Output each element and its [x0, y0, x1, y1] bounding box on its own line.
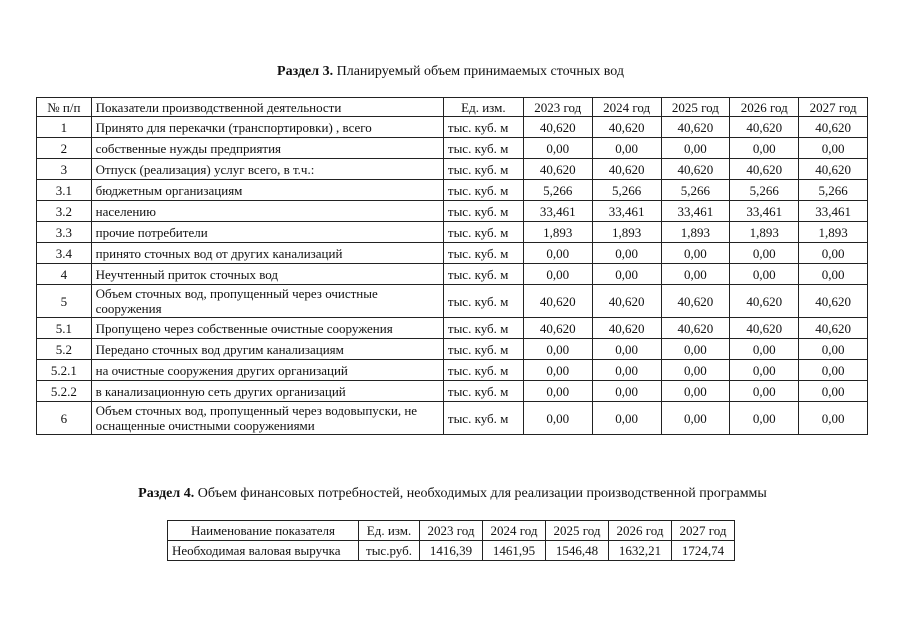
unit-cell: тыс. куб. м: [443, 264, 523, 285]
value-cell: 1,893: [661, 222, 730, 243]
value-cell: 40,620: [592, 318, 661, 339]
value-cell: 40,620: [661, 318, 730, 339]
table-row: [37, 402, 868, 435]
row-number-cell: 1: [37, 117, 92, 138]
value-cell: 0,00: [661, 243, 730, 264]
indicator-name-cell: Объем сточных вод, пропущенный через очистные сооружения: [91, 285, 443, 318]
unit-cell: тыс. куб. м: [443, 285, 523, 318]
value-cell: 40,620: [730, 159, 799, 180]
header-cell: 2025 год: [546, 521, 609, 541]
value-cell: 0,00: [592, 402, 661, 435]
unit-cell: тыс. куб. м: [443, 243, 523, 264]
value-cell: 0,00: [523, 339, 592, 360]
table-row: [37, 180, 868, 201]
row-number-cell: 3.1: [37, 180, 92, 201]
table-row: [37, 318, 868, 339]
value-cell: 0,00: [523, 138, 592, 159]
table-row: [37, 339, 868, 360]
indicator-name-cell: в канализационную сеть других организаций: [91, 381, 443, 402]
header-cell: 2024 год: [592, 98, 661, 117]
unit-cell: тыс. куб. м: [443, 117, 523, 138]
table-row: [37, 222, 868, 243]
row-number-cell: 5.1: [37, 318, 92, 339]
table-row: [37, 117, 868, 138]
value-cell: 40,620: [523, 117, 592, 138]
value-cell: 0,00: [661, 138, 730, 159]
value-cell: 40,620: [730, 117, 799, 138]
value-cell: 0,00: [592, 360, 661, 381]
row-number-cell: 4: [37, 264, 92, 285]
value-cell: 40,620: [799, 117, 868, 138]
table-header-row: [168, 521, 735, 541]
row-number-cell: 5: [37, 285, 92, 318]
header-cell: 2027 год: [799, 98, 868, 117]
section-3-title: [0, 64, 903, 80]
row-number-cell: 5.2: [37, 339, 92, 360]
header-cell: № п/п: [37, 98, 92, 117]
value-cell: 1632,21: [609, 541, 672, 561]
header-cell: 2023 год: [523, 98, 592, 117]
value-cell: 1,893: [799, 222, 868, 243]
row-number-cell: 5.2.1: [37, 360, 92, 381]
row-number-cell: 3.3: [37, 222, 92, 243]
value-cell: 40,620: [592, 117, 661, 138]
header-cell: 2026 год: [609, 521, 672, 541]
value-cell: 0,00: [730, 339, 799, 360]
row-number-cell: 5.2.2: [37, 381, 92, 402]
value-cell: 0,00: [799, 339, 868, 360]
unit-cell: тыс. куб. м: [443, 201, 523, 222]
value-cell: 0,00: [661, 360, 730, 381]
value-cell: 0,00: [799, 264, 868, 285]
value-cell: 0,00: [799, 381, 868, 402]
table-row: [37, 381, 868, 402]
unit-cell: тыс. куб. м: [443, 360, 523, 381]
table-row: [37, 360, 868, 381]
value-cell: 5,266: [592, 180, 661, 201]
section-4-table: [167, 520, 735, 561]
value-cell: 0,00: [592, 381, 661, 402]
unit-cell: тыс. куб. м: [443, 318, 523, 339]
section-4-title: [0, 486, 905, 502]
table-row: [37, 264, 868, 285]
indicator-name-cell: на очистные сооружения других организаций: [91, 360, 443, 381]
value-cell: 5,266: [730, 180, 799, 201]
row-number-cell: 3.4: [37, 243, 92, 264]
value-cell: 0,00: [523, 264, 592, 285]
value-cell: 40,620: [661, 117, 730, 138]
value-cell: 33,461: [799, 201, 868, 222]
value-cell: 0,00: [661, 381, 730, 402]
indicator-name-cell: Пропущено через собственные очистные сооружения: [91, 318, 443, 339]
value-cell: 0,00: [730, 360, 799, 381]
table-row: [168, 541, 735, 561]
unit-cell: тыс. куб. м: [443, 159, 523, 180]
value-cell: 0,00: [799, 243, 868, 264]
indicator-name-cell: принято сточных вод от других канализаций: [91, 243, 443, 264]
header-cell: 2025 год: [661, 98, 730, 117]
unit-cell: тыс. куб. м: [443, 222, 523, 243]
indicator-name-cell: населению: [91, 201, 443, 222]
value-cell: 0,00: [592, 339, 661, 360]
value-cell: 0,00: [730, 264, 799, 285]
header-cell: 2024 год: [483, 521, 546, 541]
unit-cell: тыс. куб. м: [443, 339, 523, 360]
value-cell: 0,00: [523, 243, 592, 264]
value-cell: 0,00: [592, 138, 661, 159]
value-cell: 0,00: [799, 402, 868, 435]
value-cell: 0,00: [799, 360, 868, 381]
indicator-name-cell: Принято для перекачки (транспортировки) , всего: [91, 117, 443, 138]
value-cell: 0,00: [661, 402, 730, 435]
value-cell: 0,00: [730, 243, 799, 264]
unit-cell: тыс. куб. м: [443, 402, 523, 435]
section-3-title-text: Планируемый объем принимаемых сточных вод: [333, 64, 624, 79]
table-header-row: [37, 98, 868, 117]
value-cell: 0,00: [799, 138, 868, 159]
unit-cell: тыс. куб. м: [443, 138, 523, 159]
header-cell: 2027 год: [672, 521, 735, 541]
value-cell: 5,266: [799, 180, 868, 201]
unit-cell: тыс.руб.: [359, 541, 420, 561]
value-cell: 33,461: [523, 201, 592, 222]
section-4-title-text: Объем финансовых потребностей, необходимых для реализации производственной программы: [194, 486, 767, 501]
value-cell: 0,00: [730, 402, 799, 435]
indicator-name-cell: бюджетным организациям: [91, 180, 443, 201]
header-cell: Наименование показателя: [168, 521, 359, 541]
value-cell: 0,00: [592, 243, 661, 264]
value-cell: 1,893: [592, 222, 661, 243]
value-cell: 40,620: [592, 285, 661, 318]
value-cell: 40,620: [592, 159, 661, 180]
value-cell: 1461,95: [483, 541, 546, 561]
row-number-cell: 2: [37, 138, 92, 159]
value-cell: 40,620: [730, 285, 799, 318]
table-row: [37, 138, 868, 159]
value-cell: 40,620: [523, 159, 592, 180]
value-cell: 1,893: [523, 222, 592, 243]
header-cell: Показатели производственной деятельности: [91, 98, 443, 117]
value-cell: 40,620: [523, 318, 592, 339]
indicator-name-cell: прочие потребители: [91, 222, 443, 243]
header-cell: Ед. изм.: [359, 521, 420, 541]
value-cell: 33,461: [661, 201, 730, 222]
row-number-cell: 3.2: [37, 201, 92, 222]
table-row: [37, 201, 868, 222]
value-cell: 40,620: [661, 285, 730, 318]
value-cell: 5,266: [523, 180, 592, 201]
value-cell: 0,00: [523, 381, 592, 402]
value-cell: 0,00: [661, 264, 730, 285]
value-cell: 40,620: [799, 159, 868, 180]
row-number-cell: 6: [37, 402, 92, 435]
indicator-name-cell: Необходимая валовая выручка: [168, 541, 359, 561]
value-cell: 0,00: [523, 360, 592, 381]
section-3-title-bold: Раздел 3.: [277, 64, 334, 79]
value-cell: 40,620: [523, 285, 592, 318]
value-cell: 0,00: [730, 138, 799, 159]
value-cell: 0,00: [730, 381, 799, 402]
value-cell: 0,00: [661, 339, 730, 360]
row-number-cell: 3: [37, 159, 92, 180]
value-cell: 33,461: [730, 201, 799, 222]
table-row: [37, 159, 868, 180]
indicator-name-cell: Неучтенный приток сточных вод: [91, 264, 443, 285]
indicator-name-cell: Передано сточных вод другим канализациям: [91, 339, 443, 360]
value-cell: 1546,48: [546, 541, 609, 561]
section-4-title-bold: Раздел 4.: [138, 486, 195, 501]
indicator-name-cell: Объем сточных вод, пропущенный через водовыпуски, не оснащенные очистными сооружениями: [91, 402, 443, 435]
header-cell: Ед. изм.: [443, 98, 523, 117]
indicator-name-cell: собственные нужды предприятия: [91, 138, 443, 159]
value-cell: 0,00: [592, 264, 661, 285]
value-cell: 5,266: [661, 180, 730, 201]
value-cell: 0,00: [523, 402, 592, 435]
table-row: [37, 243, 868, 264]
value-cell: 40,620: [799, 318, 868, 339]
header-cell: 2023 год: [420, 521, 483, 541]
value-cell: 40,620: [799, 285, 868, 318]
value-cell: 33,461: [592, 201, 661, 222]
value-cell: 1,893: [730, 222, 799, 243]
value-cell: 1724,74: [672, 541, 735, 561]
unit-cell: тыс. куб. м: [443, 180, 523, 201]
header-cell: 2026 год: [730, 98, 799, 117]
section-3-table: [36, 97, 868, 435]
unit-cell: тыс. куб. м: [443, 381, 523, 402]
table-row: [37, 285, 868, 318]
value-cell: 40,620: [730, 318, 799, 339]
value-cell: 1416,39: [420, 541, 483, 561]
value-cell: 40,620: [661, 159, 730, 180]
indicator-name-cell: Отпуск (реализация) услуг всего, в т.ч.:: [91, 159, 443, 180]
